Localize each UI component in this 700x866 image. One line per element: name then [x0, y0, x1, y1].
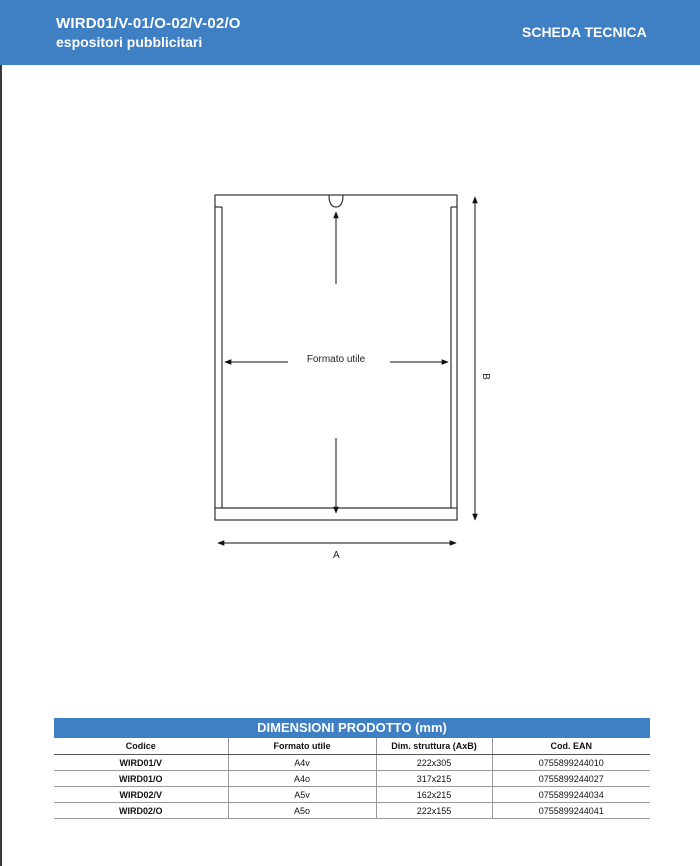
column-header-formato: Formato utile: [228, 738, 376, 755]
cell-dimensioni: 162x215: [376, 787, 492, 803]
product-code-title: WIRD01/V-01/O-02/V-02/O: [56, 15, 241, 32]
table-row: [54, 803, 650, 819]
cell-ean: 0755899244034: [492, 787, 650, 803]
dimension-b-label: B: [479, 373, 491, 380]
cell-codice: WIRD02/V: [54, 787, 228, 803]
table-row: [54, 771, 650, 787]
formato-utile-label: Formato utile: [306, 354, 366, 365]
dimensions-table: [54, 738, 650, 819]
column-header-ean: Cod. EAN: [492, 738, 650, 755]
table-row: [54, 755, 650, 771]
dimension-a-label: A: [333, 550, 340, 561]
column-header-codice: Codice: [54, 738, 228, 755]
cell-formato: A5v: [228, 787, 376, 803]
column-header-dimensioni: Dim. struttura (AxB): [376, 738, 492, 755]
dimension-lines: [218, 197, 475, 543]
cell-ean: 0755899244027: [492, 771, 650, 787]
table-title: DIMENSIONI PRODOTTO (mm): [54, 718, 650, 738]
dimensions-table-section: [54, 718, 650, 819]
cell-formato: A4o: [228, 771, 376, 787]
sheet-type-title: SCHEDA TECNICA: [522, 24, 647, 40]
cell-codice: WIRD01/V: [54, 755, 228, 771]
cell-codice: WIRD01/O: [54, 771, 228, 787]
cell-dimensioni: 317x215: [376, 771, 492, 787]
cell-dimensioni: 222x305: [376, 755, 492, 771]
cell-ean: 0755899244010: [492, 755, 650, 771]
cell-dimensioni: 222x155: [376, 803, 492, 819]
thumb-notch: [329, 195, 343, 207]
table-row: [54, 787, 650, 803]
cell-ean: 0755899244041: [492, 803, 650, 819]
product-subtitle: espositori pubblicitari: [56, 34, 203, 50]
cell-codice: WIRD02/O: [54, 803, 228, 819]
table-header-row: [54, 738, 650, 755]
cell-formato: A5o: [228, 803, 376, 819]
cell-formato: A4v: [228, 755, 376, 771]
